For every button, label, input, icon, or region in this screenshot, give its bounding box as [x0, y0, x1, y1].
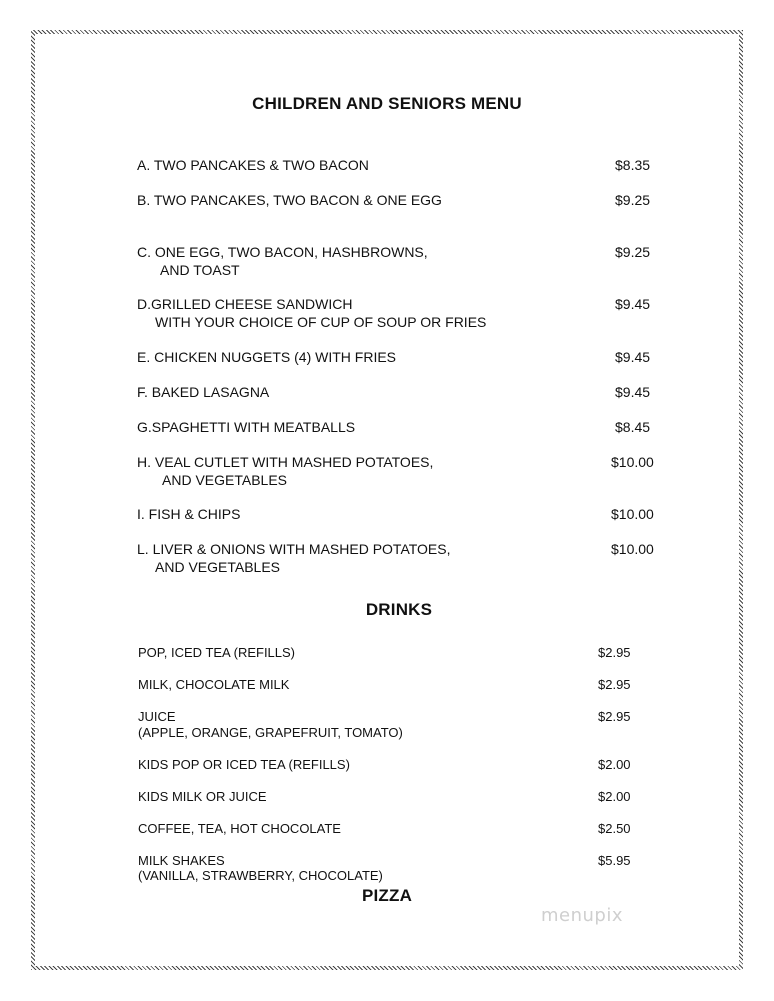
menu-item-c-name: C. ONE EGG, TWO BACON, HASHBROWNS, — [137, 244, 428, 260]
drink-item-milk-name: MILK, CHOCOLATE MILK — [138, 677, 290, 692]
drink-item-juice-price: $2.95 — [598, 709, 631, 724]
menu-item-e-name: E. CHICKEN NUGGETS (4) WITH FRIES — [137, 349, 397, 365]
menu-item-l-detail: AND VEGETABLES — [155, 559, 281, 575]
menu-item-f-price: $9.45 — [615, 384, 651, 400]
menu-item-a-name: A. TWO PANCAKES & TWO BACON — [137, 157, 369, 173]
menu-item-d-price: $9.45 — [615, 296, 651, 312]
menu-title: CHILDREN AND SENIORS MENU — [252, 94, 522, 113]
menu-item-b-price: $9.25 — [615, 192, 651, 208]
menu-item-h-detail: AND VEGETABLES — [162, 472, 288, 488]
drink-item-shakes-detail: (VANILLA, STRAWBERRY, CHOCOLATE) — [138, 868, 383, 883]
menu-item-h-name: H. VEAL CUTLET WITH MASHED POTATOES, — [137, 454, 434, 470]
drinks-title: DRINKS — [365, 600, 433, 619]
menu-item-g-name: G.SPAGHETTI WITH MEATBALLS — [137, 419, 356, 435]
drink-item-milk-price: $2.95 — [598, 677, 631, 692]
menu-item-e-price: $9.45 — [615, 349, 651, 365]
menu-item-f-name: F. BAKED LASAGNA — [137, 384, 270, 400]
drink-item-kids-pop-name: KIDS POP OR ICED TEA (REFILLS) — [138, 757, 350, 772]
menupix-watermark: menupix — [541, 905, 624, 926]
drink-item-pop-price: $2.95 — [598, 645, 631, 660]
menu-item-l-price: $10.00 — [611, 541, 654, 557]
menu-item-a-price: $8.35 — [615, 157, 651, 173]
pizza-title: PIZZA — [361, 886, 413, 905]
drink-item-juice-detail: (APPLE, ORANGE, GRAPEFRUIT, TOMATO) — [138, 725, 403, 740]
menu-item-d-detail: WITH YOUR CHOICE OF CUP OF SOUP OR FRIES — [155, 314, 487, 330]
menu-item-i-name: I. FISH & CHIPS — [137, 506, 241, 522]
drink-item-coffee-price: $2.50 — [598, 821, 631, 836]
menu-item-b-name: B. TWO PANCAKES, TWO BACON & ONE EGG — [137, 192, 442, 208]
menu-item-c-detail: AND TOAST — [160, 262, 240, 278]
drink-item-kids-milk-price: $2.00 — [598, 789, 631, 804]
menu-item-l-name: L. LIVER & ONIONS WITH MASHED POTATOES, — [137, 541, 451, 557]
menu-item-i-price: $10.00 — [611, 506, 654, 522]
menu-item-d-name: D.GRILLED CHEESE SANDWICH — [137, 296, 353, 312]
drink-item-coffee-name: COFFEE, TEA, HOT CHOCOLATE — [138, 821, 341, 836]
drink-item-shakes-price: $5.95 — [598, 853, 631, 868]
menu-item-g-price: $8.45 — [615, 419, 651, 435]
drink-item-shakes-name: MILK SHAKES — [138, 853, 225, 868]
drink-item-kids-pop-price: $2.00 — [598, 757, 631, 772]
menu-item-c-price: $9.25 — [615, 244, 651, 260]
drink-item-kids-milk-name: KIDS MILK OR JUICE — [138, 789, 267, 804]
menu-item-h-price: $10.00 — [611, 454, 654, 470]
drink-item-juice-name: JUICE — [138, 709, 176, 724]
drink-item-pop-name: POP, ICED TEA (REFILLS) — [138, 645, 296, 660]
